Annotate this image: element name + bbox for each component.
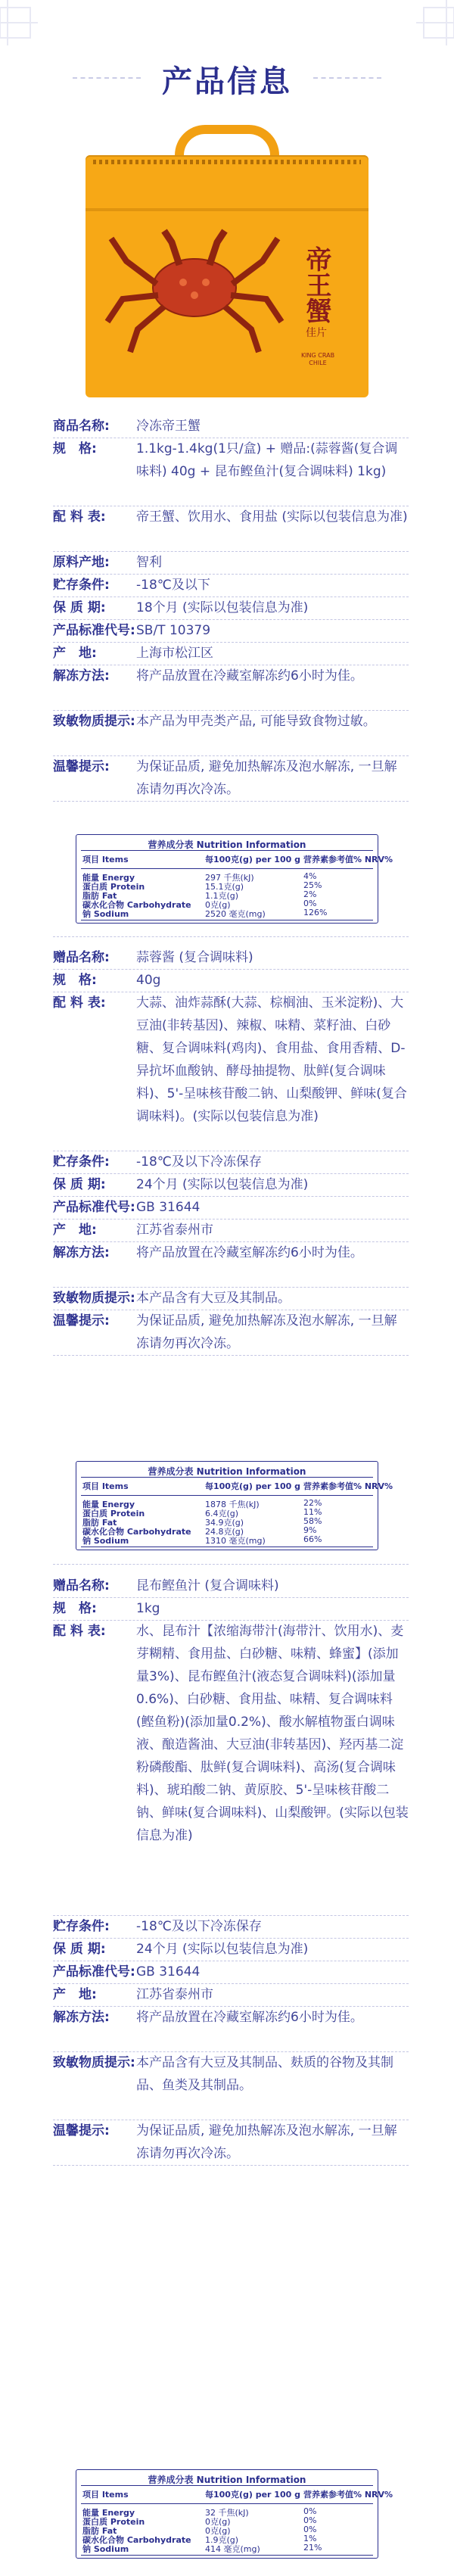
nutrition-cell: 能量 Energy (82, 873, 135, 883)
info-row (53, 1575, 409, 1597)
section-gift-kelp-bonito (53, 1575, 409, 2369)
info-label: 解冻方法: (53, 668, 110, 684)
nutrition-title: 营养成分表 Nutrition Information (148, 1466, 306, 1477)
info-row (53, 1196, 409, 1219)
info-label: 原料产地: (53, 555, 110, 570)
info-value: 智利 (136, 555, 162, 570)
nutrition-cell: 58% (303, 1516, 322, 1526)
bag-zipper (93, 160, 361, 164)
nutrition-cell: 32 千焦(kJ) (205, 2508, 249, 2518)
nutrition-table-2 (76, 1461, 393, 1550)
info-label: 配 料 表: (53, 1624, 106, 1639)
info-label: 致敏物质提示: (53, 1291, 135, 1306)
info-value: 24个月 (实际以包装信息为准) (136, 1942, 309, 1957)
nutrition-header: 项目 Items (82, 1481, 129, 1491)
info-value: 上海市松江区 (136, 646, 213, 661)
info-value: 昆布鲣鱼汁 (复合调味料) (136, 1578, 279, 1593)
nutrition-cell: 1% (303, 2534, 317, 2543)
nutrition-cell: 6.4克(g) (205, 1509, 239, 1519)
info-value: 帝王蟹、饮用水、食用盐 (实际以包装信息为准) (136, 509, 408, 525)
info-value: -18℃及以下 (136, 578, 210, 593)
nutrition-cell: 钠 Sodium (82, 909, 129, 919)
info-row (53, 2051, 409, 2120)
nutrition-cell: 24.8克(g) (205, 1527, 244, 1537)
info-label: 产 地: (53, 1987, 97, 2002)
info-value: 为保证品质, 避免加热解冻及泡水解冻, 一旦解冻请勿再次冷冻。 (136, 1313, 397, 1351)
nutrition-cell: 4% (303, 871, 317, 881)
info-label: 产品标准代号: (53, 1964, 135, 1980)
info-row (53, 1597, 409, 1620)
info-row (53, 1310, 409, 1355)
info-row (53, 415, 409, 438)
info-label: 配 料 表: (53, 509, 106, 525)
section-gift-garlic-sauce (53, 946, 409, 1446)
info-label: 保 质 期: (53, 600, 106, 615)
brand-english: KING CRAB CHILE (300, 352, 335, 366)
info-row (53, 665, 409, 710)
nutrition-cell: 0% (303, 899, 317, 908)
info-value: 江苏省泰州市 (136, 1223, 213, 1238)
nutrition-header: 营养素参考值% NRV% (303, 2490, 393, 2500)
nutrition-cell: 9% (303, 1525, 317, 1535)
row-divider (53, 1355, 409, 1356)
info-label: 规 格: (53, 973, 97, 988)
nutrition-cell: 126% (303, 908, 328, 917)
nutrition-header: 项目 Items (82, 2490, 129, 2500)
info-label: 产品标准代号: (53, 623, 135, 638)
info-value: -18℃及以下冷冻保存 (136, 1919, 262, 1934)
info-row (53, 619, 409, 642)
info-row (53, 438, 409, 506)
nutrition-cell: 1.9克(g) (205, 2535, 239, 2545)
nutrition-cell: 2% (303, 889, 317, 899)
nutrition-header: 每100克(g) per 100 g (205, 2490, 300, 2500)
info-value: 本产品含有大豆及其制品、麸质的谷物及其制品、鱼类及其制品。 (136, 2055, 393, 2093)
info-row (53, 1938, 409, 1961)
page-title: 产品信息 (162, 64, 292, 99)
info-label: 保 质 期: (53, 1177, 106, 1192)
nutrition-cell: 22% (303, 1498, 322, 1508)
info-row (53, 1287, 409, 1310)
info-value: 大蒜、油炸蒜酥(大蒜、棕榈油、玉米淀粉)、大豆油(非转基因)、辣椒、味精、菜籽油、白砂糖、复合调味料(鸡肉)、食用盐、食用香精、D-异抗坏血酸钠、酵母抽提物、肽鲜(复合调味料)、5'-呈味核苷酸二钠、山梨酸钾、鲜味(复合调味料)。(实际以包装信息为准) (136, 995, 407, 1124)
info-row (53, 1620, 409, 1915)
nutrition-cell: 66% (303, 1534, 322, 1544)
info-row (53, 574, 409, 596)
nutrition-cell: 34.9克(g) (205, 1518, 244, 1528)
info-value: GB 31644 (136, 1964, 201, 1980)
info-value: 将产品放置在冷藏室解冻约6小时为佳。 (136, 668, 363, 684)
nutrition-cell: 蛋白质 Protein (82, 1509, 145, 1519)
info-row (53, 1915, 409, 1938)
brand-logo: 帝王蟹 佳片 (301, 246, 331, 339)
info-label: 温馨提示: (53, 2123, 110, 2138)
info-label: 温馨提示: (53, 759, 110, 774)
info-value: 本产品含有大豆及其制品。 (136, 1291, 291, 1306)
info-value: 冷冻帝王蟹 (136, 419, 201, 434)
info-label: 赠品名称: (53, 1578, 110, 1593)
nutrition-cell: 297 千焦(kJ) (205, 873, 254, 883)
nutrition-table-3 (76, 2469, 393, 2559)
info-row (53, 755, 409, 801)
info-label: 致敏物质提示: (53, 714, 135, 729)
nutrition-cell: 21% (303, 2543, 322, 2553)
nutrition-cell: 0% (303, 2525, 317, 2534)
nutrition-cell: 蛋白质 Protein (82, 2517, 145, 2527)
product-image (86, 125, 368, 405)
info-value: 1.1kg-1.4kg(1只/盒) + 赠品:(蒜蓉酱(复合调味料) 40g + 昆布鲣鱼汁(复合调味料) 1kg) (136, 441, 398, 479)
info-value: 将产品放置在冷藏室解冻约6小时为佳。 (136, 1245, 363, 1260)
section-divider (53, 1564, 409, 1565)
info-row (53, 2006, 409, 2051)
info-label: 温馨提示: (53, 1313, 110, 1328)
info-label: 致敏物质提示: (53, 2055, 135, 2070)
info-value: 将产品放置在冷藏室解冻约6小时为佳。 (136, 2010, 363, 2025)
info-value: 江苏省泰州市 (136, 1987, 213, 2002)
info-label: 解冻方法: (53, 2010, 110, 2025)
nutrition-cell: 0克(g) (205, 900, 231, 910)
nutrition-cell: 11% (303, 1507, 322, 1517)
nutrition-cell: 脂肪 Fat (82, 891, 117, 901)
section-divider (53, 936, 409, 937)
info-row (53, 969, 409, 992)
info-row (53, 551, 409, 574)
nutrition-title: 营养成分表 Nutrition Information (148, 2475, 306, 2485)
nutrition-title: 营养成分表 Nutrition Information (148, 839, 306, 850)
row-divider (53, 2165, 409, 2166)
info-label: 解冻方法: (53, 1245, 110, 1260)
nutrition-cell: 0% (303, 2515, 317, 2525)
info-label: 贮存条件: (53, 1154, 110, 1170)
info-value: 18个月 (实际以包装信息为准) (136, 600, 309, 615)
info-value: 蒜蓉酱 (复合调味料) (136, 950, 253, 965)
info-row (53, 2120, 409, 2165)
info-label: 规 格: (53, 441, 97, 456)
info-label: 产 地: (53, 1223, 97, 1238)
info-row (53, 946, 409, 969)
nutrition-table-1 (76, 834, 393, 924)
nutrition-header: 项目 Items (82, 855, 129, 864)
section-main-product (53, 415, 409, 839)
row-divider (53, 801, 409, 802)
nutrition-cell: 脂肪 Fat (82, 1518, 117, 1528)
info-label: 产品标准代号: (53, 1200, 135, 1215)
info-row (53, 1151, 409, 1173)
nutrition-cell: 1.1克(g) (205, 891, 239, 901)
nutrition-header: 营养素参考值% NRV% (303, 855, 393, 864)
info-value: -18℃及以下冷冻保存 (136, 1154, 262, 1170)
info-value: 24个月 (实际以包装信息为准) (136, 1177, 309, 1192)
nutrition-cell: 能量 Energy (82, 2508, 135, 2518)
nutrition-cell: 蛋白质 Protein (82, 882, 145, 892)
nutrition-cell: 25% (303, 880, 322, 890)
info-row (53, 710, 409, 755)
nutrition-cell: 1310 毫克(mg) (205, 1536, 266, 1546)
info-row (53, 1961, 409, 1983)
info-value: 40g (136, 973, 161, 988)
info-row (53, 642, 409, 665)
nutrition-cell: 0克(g) (205, 2517, 231, 2527)
info-row (53, 1219, 409, 1241)
nutrition-cell: 15.1克(g) (205, 882, 244, 892)
info-label: 商品名称: (53, 419, 110, 434)
nutrition-cell: 碳水化合物 Carbohydrate (82, 900, 191, 910)
info-row (53, 1983, 409, 2006)
info-row (53, 596, 409, 619)
info-value: 为保证品质, 避免加热解冻及泡水解冻, 一旦解冻请勿再次冷冻。 (136, 759, 397, 797)
nutrition-header: 每100克(g) per 100 g (205, 1481, 300, 1491)
info-value: 水、昆布汁【浓缩海带汁(海带汁、饮用水)、麦芽糊精、食用盐、白砂糖、味精、蜂蜜】(添加量3%)、昆布鲣鱼汁(液态复合调味料)(添加量0.6%)、白砂糖、食用盐、味精、复合调味料(鲣鱼粉)(添加量0.2%)、酸水解植物蛋白调味液、酿造酱油、大豆油(非转基因)、羟丙基二淀粉磷酸酯、肽鲜(复合调味料)、高汤(复合调味料)、琥珀酸二钠、黄原胶、5'-呈味核苷酸二钠、鲜味(复合调味料)、山梨酸钾。(实际以包装信息为准) (136, 1624, 409, 1843)
nutrition-cell: 414 毫克(mg) (205, 2544, 260, 2554)
nutrition-header: 营养素参考值% NRV% (303, 1481, 393, 1491)
nutrition-cell: 1878 千焦(kJ) (205, 1500, 260, 1509)
info-label: 规 格: (53, 1601, 97, 1616)
info-label: 配 料 表: (53, 995, 106, 1011)
nutrition-cell: 碳水化合物 Carbohydrate (82, 2535, 191, 2545)
nutrition-cell: 脂肪 Fat (82, 2526, 117, 2536)
info-value: GB 31644 (136, 1200, 201, 1215)
info-row (53, 1241, 409, 1287)
crab-icon (104, 216, 285, 360)
nutrition-cell: 0克(g) (205, 2526, 231, 2536)
info-value: 本产品为甲壳类产品, 可能导致食物过敏。 (136, 714, 376, 729)
info-label: 赠品名称: (53, 950, 110, 965)
info-row (53, 506, 409, 551)
info-row (53, 992, 409, 1151)
info-value: 为保证品质, 避免加热解冻及泡水解冻, 一旦解冻请勿再次冷冻。 (136, 2123, 397, 2161)
info-label: 贮存条件: (53, 1919, 110, 1934)
nutrition-cell: 0% (303, 2506, 317, 2516)
nutrition-cell: 2520 毫克(mg) (205, 909, 266, 919)
nutrition-cell: 钠 Sodium (82, 1536, 129, 1546)
info-label: 产 地: (53, 646, 97, 661)
info-label: 保 质 期: (53, 1942, 106, 1957)
nutrition-cell: 碳水化合物 Carbohydrate (82, 1527, 191, 1537)
nutrition-cell: 能量 Energy (82, 1500, 135, 1509)
nutrition-cell: 钠 Sodium (82, 2544, 129, 2554)
nutrition-header: 每100克(g) per 100 g (205, 855, 300, 864)
info-value: 1kg (136, 1601, 160, 1616)
info-value: SB/T 10379 (136, 623, 211, 638)
info-label: 贮存条件: (53, 578, 110, 593)
info-row (53, 1173, 409, 1196)
